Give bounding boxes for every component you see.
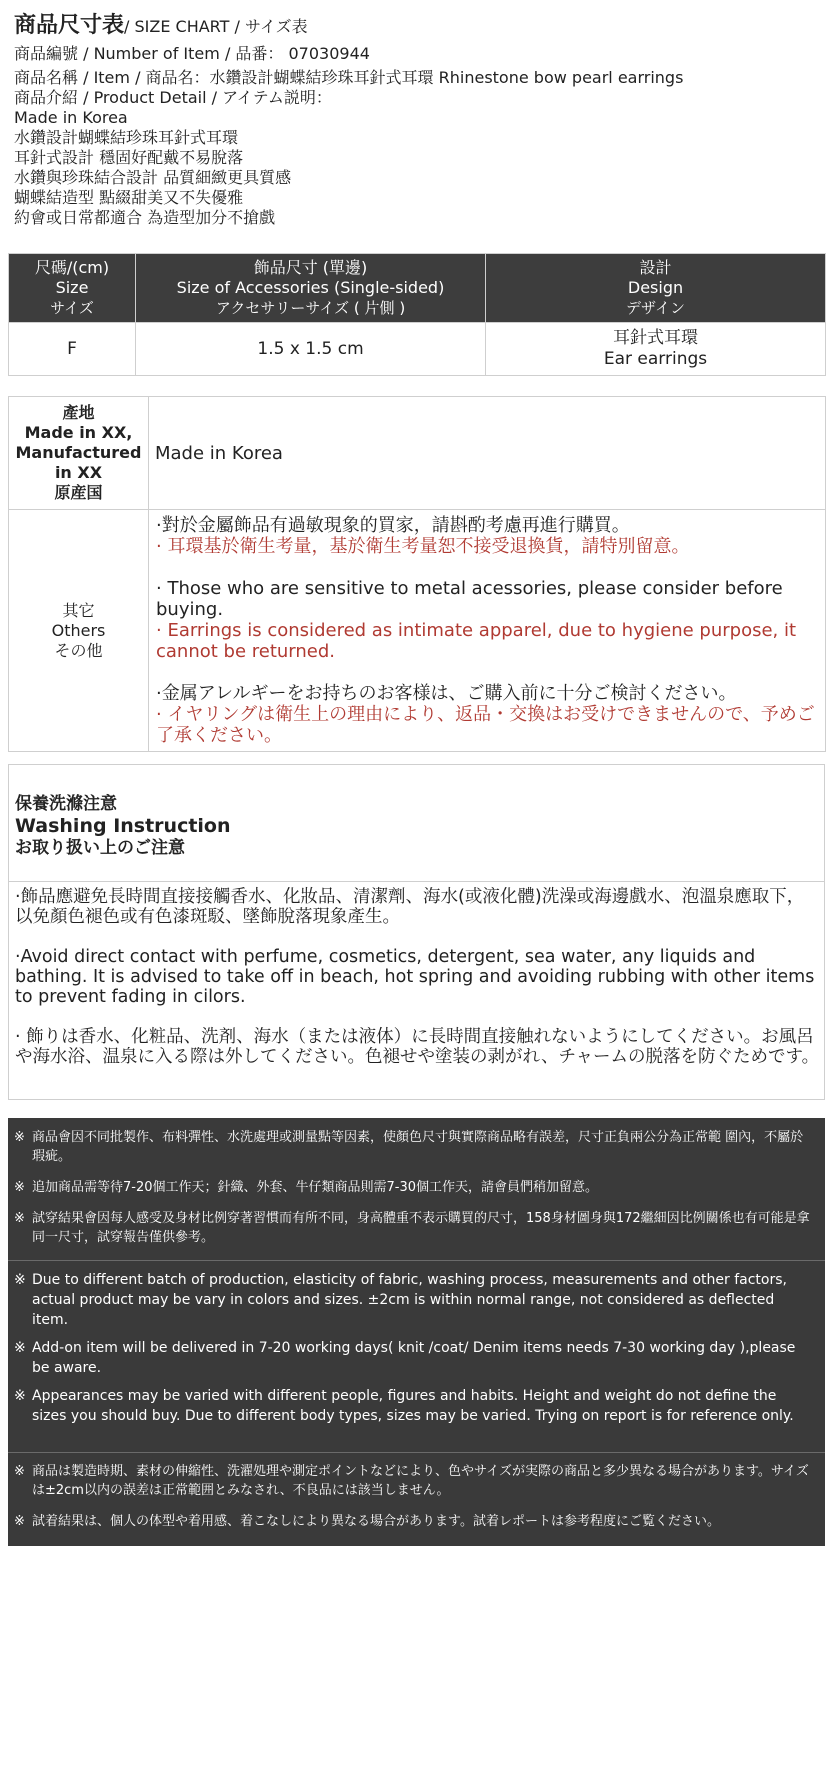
note-mark: ※ (14, 1388, 26, 1404)
size-column-header (9, 254, 136, 323)
note-mark: ※ (14, 1514, 25, 1529)
note-mark: ※ (14, 1211, 25, 1226)
header-zh: 飾品尺寸 (單邊) (253, 258, 368, 277)
spacer (156, 557, 818, 578)
detail-line: Made in Korea (14, 108, 128, 127)
header-en: Design (627, 278, 684, 297)
note-text: Appearances may be varied with different people, figures and habits. Height and weight do not define the sizes you should buy. Due to different body types, sizes may be varied. Trying on report is for reference only. (32, 1388, 794, 1424)
washing-divider (9, 881, 824, 882)
washing-text-ja: · 飾りは香水、化粧品、洗剤、海水（または液体）に長時間直接触れないようにしてください。お風呂や海水浴、温泉に入る際は外してください。色褪せや塗装の剥がれ、チャームの脱落を防ぐためです。 (15, 1027, 820, 1067)
notes-zh (8, 1128, 825, 1247)
table-row (9, 323, 826, 376)
header-en: Size of Accessories (Single-sided) (176, 278, 445, 297)
warning-note: · Earrings is considered as intimate apparel, due to hygiene purpose, it cannot be returned. (156, 620, 797, 662)
note-text: Add-on item will be delivered in 7-20 working days( knit /coat/ Denim items needs 7-30 working day ),please be aware. (32, 1340, 796, 1376)
header-ja: アクセサリーサイズ ( 片側 ) (215, 299, 406, 317)
warning-note: · 耳環基於衛生考量，基於衛生考量恕不接受退換貨，請特別留意。 (156, 536, 690, 557)
header-zh: 尺碼/(cm) (34, 258, 110, 277)
note-item (8, 1462, 825, 1500)
note-mark: ※ (14, 1340, 26, 1356)
size-cell: F (9, 323, 136, 376)
washing-text-zh: ·飾品應避免長時間直接接觸香水、化妝品、清潔劑、海水(或液化體)洗澡或海邊戲水、泡溫泉應取下，以免顏色褪色或有色漆斑駁、墜飾脫落現象產生。 (15, 887, 805, 927)
others-text (150, 511, 824, 750)
others-label-en: Others (51, 620, 106, 640)
warning-note: · イヤリングは衛生上の理由により、返品・交換はお受けできませんので、予めご了承ください。 (156, 704, 815, 746)
origin-row (9, 397, 826, 510)
note-item (8, 1386, 825, 1426)
washing-title-zh: 保養洗滌注意 (15, 794, 117, 814)
detail-line: 水鑽設計蝴蝶結珍珠耳針式耳環 (14, 128, 239, 147)
note-item (8, 1178, 825, 1197)
detail-line: 蝴蝶結造型 點綴甜美又不失優雅 (14, 188, 244, 207)
title-rest: / SIZE CHART / サイズ表 (124, 17, 308, 36)
washing-title (15, 793, 231, 859)
spacer (156, 662, 818, 683)
notes-panel (8, 1118, 825, 1546)
notes-ja (8, 1462, 825, 1531)
washing-instruction-box (8, 764, 825, 1100)
note-mark: ※ (14, 1272, 26, 1288)
others-notes (149, 510, 826, 752)
product-detail-list (14, 108, 819, 228)
note-line: · Those who are sensitive to metal acessories, please consider before buying. (156, 578, 783, 620)
note-item (8, 1512, 825, 1531)
note-text: 商品は製造時期、素材の伸縮性、洗濯処理や測定ポイントなどにより、色やサイズが実際の商品と多少異なる場合があります。サイズは±2cm以内の誤差は正常範囲とみなされ、不良品には該当しません。 (32, 1464, 809, 1498)
title-zh: 商品尺寸表 (14, 13, 125, 38)
item-number: 商品編號 / Number of Item / 品番： 07030944 (14, 44, 370, 63)
others-row (9, 510, 826, 752)
size-chart-title (14, 10, 819, 42)
note-item (8, 1270, 825, 1330)
item-name: 商品名稱 / Item / 商品名：水鑽設計蝴蝶結珍珠耳針式耳環 Rhinestone bow pearl earrings (14, 68, 684, 87)
washing-title-en: Washing Instruction (15, 815, 231, 837)
notes-en (8, 1270, 825, 1426)
info-table (8, 396, 826, 752)
origin-label-en: in XX (54, 463, 103, 482)
note-text: 試着結果は、個人の体型や着用感、着こなしにより異なる場合があります。試着レポートは参考程度にご覧ください。 (32, 1514, 720, 1529)
note-text: 商品會因不同批製作、布料彈性、水洗處理或測量點等因素，使顏色尺寸與實際商品略有誤差，尺寸正負兩公分為正常範 圍內，不屬於瑕疵。 (32, 1130, 804, 1164)
product-header (14, 10, 819, 228)
others-label (9, 510, 149, 752)
notes-divider (8, 1452, 825, 1453)
detail-line: 水鑽與珍珠結合設計 品質細緻更具質感 (14, 168, 292, 187)
washing-text-en: ·Avoid direct contact with perfume, cosmetics, detergent, sea water, any liquids and bathing. It is advised to take off in beach, hot spring and avoiding rubbing with other items to prevent fading in cilors. (15, 947, 815, 1007)
product-detail-label: 商品介紹 / Product Detail / アイテム説明： (14, 88, 332, 107)
size-table (8, 253, 826, 376)
origin-label-en: Manufactured (15, 443, 142, 462)
washing-text (15, 887, 820, 1067)
origin-label-ja: 原産国 (54, 483, 103, 502)
note-line: ·金属アレルギーをお持ちのお客様は、ご購入前に十分ご検討ください。 (156, 683, 737, 704)
design-column-header (486, 254, 826, 323)
dimensions-cell: 1.5 x 1.5 cm (136, 323, 486, 376)
header-ja: デザイン (626, 299, 685, 317)
others-label-zh: 其它 (62, 600, 95, 620)
detail-line: 耳針式設計 穩固好配戴不易脫落 (14, 148, 244, 167)
header-en: Size (55, 278, 89, 297)
detail-line: 約會或日常都適合 為造型加分不搶戲 (14, 208, 276, 227)
accessory-size-column-header (136, 254, 486, 323)
note-mark: ※ (14, 1130, 25, 1145)
origin-label-en: Made in XX, (24, 423, 133, 442)
note-mark: ※ (14, 1464, 25, 1479)
origin-label-zh: 產地 (62, 403, 95, 422)
origin-value: Made in Korea (149, 397, 826, 510)
note-line: ·對於金屬飾品有過敏現象的買家，請斟酌考慮再進行購買。 (156, 515, 630, 536)
note-text: 追加商品需等待7-20個工作天；針織、外套、牛仔類商品則需7-30個工作天，請會員們稍加留意。 (32, 1180, 599, 1195)
note-item (8, 1128, 825, 1166)
note-text: 試穿結果會因每人感受及身材比例穿著習慣而有所不同，身高體重不表示購買的尺寸，158身材圖身與172繼細因比例關係也有可能是拿同一尺寸，試穿報告僅供參考。 (32, 1211, 810, 1245)
header-ja: サイズ (50, 299, 94, 317)
note-item (8, 1338, 825, 1378)
note-text: Due to different batch of production, elasticity of fabric, washing process, measurements and other factors, actual product may be vary in colors and sizes. ±2cm is within normal range, not considered as deflected item. (32, 1272, 787, 1328)
note-mark: ※ (14, 1180, 25, 1195)
origin-label (9, 397, 149, 510)
notes-divider (8, 1260, 825, 1261)
spacer (15, 1007, 820, 1027)
design-cell (486, 323, 826, 376)
washing-title-ja: お取り扱い上のご注意 (15, 838, 185, 858)
design-en: Ear earrings (603, 349, 708, 369)
header-zh: 設計 (639, 258, 672, 277)
spacer (15, 927, 820, 947)
others-label-ja: その他 (54, 640, 103, 660)
design-zh: 耳針式耳環 (613, 328, 698, 348)
note-item (8, 1209, 825, 1247)
size-table-header-row (9, 254, 826, 323)
